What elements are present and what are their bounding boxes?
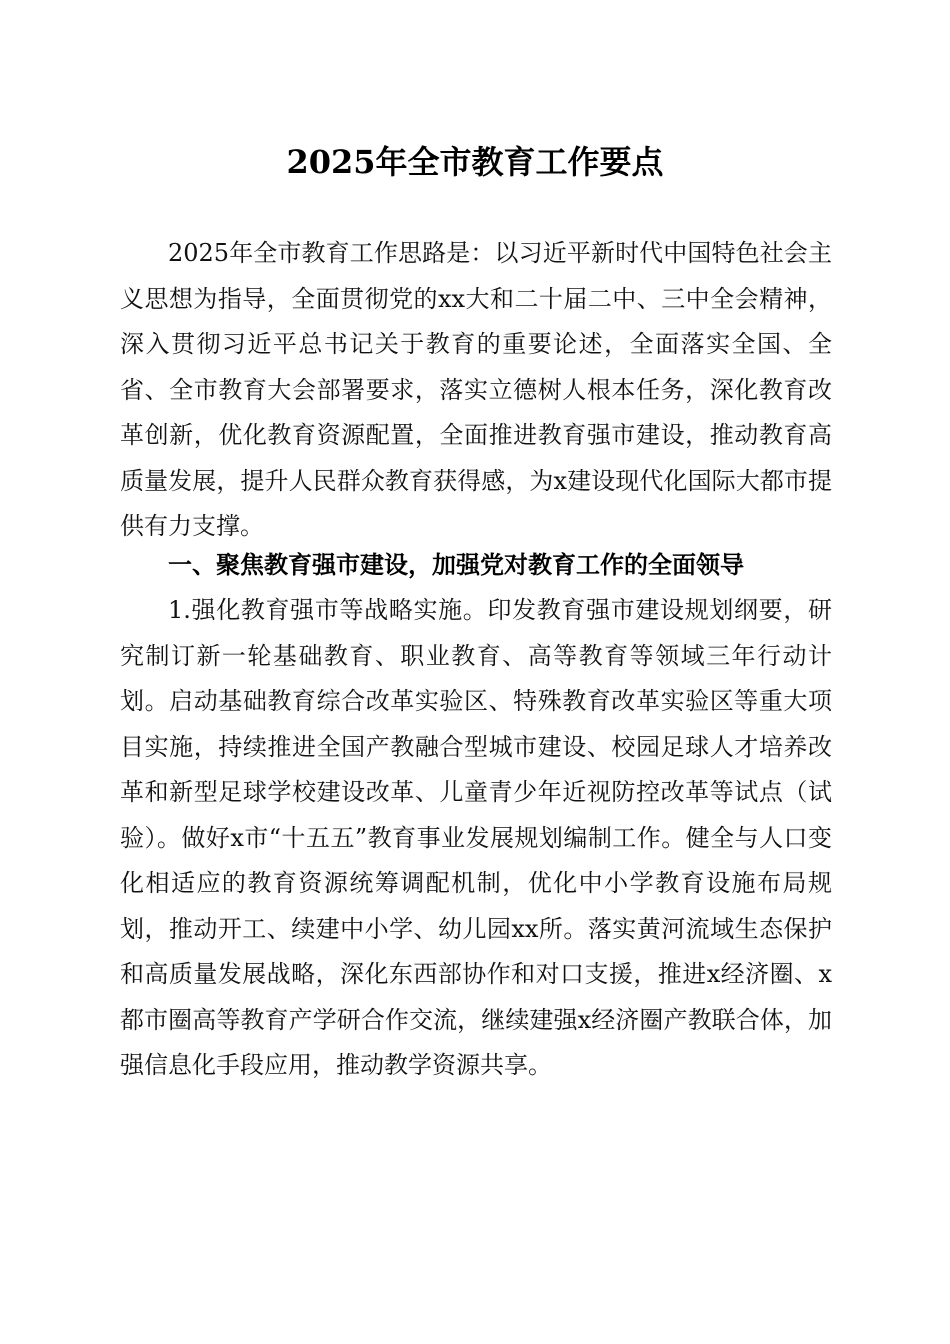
document-title: 2025年全市教育工作要点 (286, 143, 664, 181)
section-heading: 一、聚焦教育强市建设，加强党对教育工作的全面领导 (168, 551, 744, 579)
item-paragraph: 1.强化教育强市等战略实施。印发教育强市建设规划纲要，研究制订新一轮基础教育、职业教育、高等教育等领域三年行动计划。启动基础教育综合改革实验区、特殊教育改革实验区等重大项目实施，持续推进全国产教融合型城市建设、校园足球人才培养改革和新型足球学校建设改革、儿童青少年近视防控改革等试点（试验）。做好x市“十五五”教育事业发展规划编制工作。健全与人口变化相适应的教育资源统筹调配机制，优化中小学教育设施布局规划，推动开工、续建中小学、幼儿园xx所。落实黄河流域生态保护和高质量发展战略，深化东西部协作和对口支援，推进x经济圈、x都市圈高等教育产学研合作交流，继续建强x经济圈产教联合体，加强信息化手段应用，推动教学资源共享。 (120, 596, 832, 1079)
intro-paragraph: 2025年全市教育工作思路是：以习近平新时代中国特色社会主义思想为指导，全面贯彻党的xx大和二十届二中、三中全会精神，深入贯彻习近平总书记关于教育的重要论述，全面落实全国、全省、全市教育大会部署要求，落实立德树人根本任务，深化教育改革创新，优化教育资源配置，全面推进教育强市建设，推动教育高质量发展，提升人民群众教育获得感，为x建设现代化国际大都市提供有力支撑。 (120, 239, 832, 540)
